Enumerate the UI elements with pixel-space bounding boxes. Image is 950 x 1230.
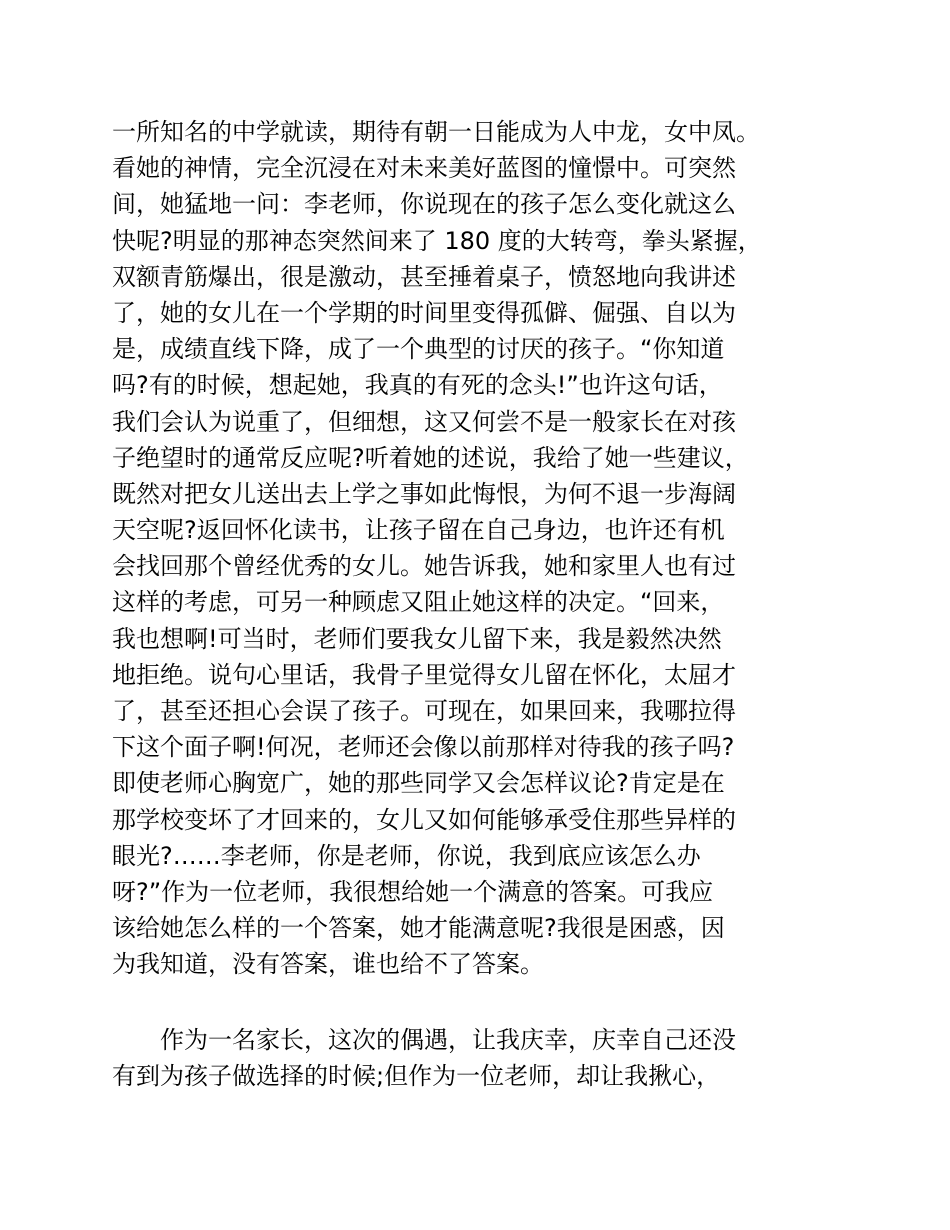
text-line: 下这个面子啊!何况，老师还会像以前那样对待我的孩子吗? [112,733,735,762]
text-line: 有到为孩子做选择的时候;但作为一位老师，却让我揪心， [112,1062,721,1091]
text-line: 间，她猛地一问：李老师，你说现在的孩子怎么变化就这么 [112,190,736,219]
text-line: 会找回那个曾经优秀的女儿。她告诉我，她和家里人也有过 [112,552,736,581]
text-line: 看她的神情，完全沉浸在对未来美好蓝图的憧憬中。可突然 [112,154,736,183]
text-line: 是，成绩直线下降，成了一个典型的讨厌的孩子。“你知道 [112,335,725,364]
text-line: 地拒绝。说句心里话，我骨子里觉得女儿留在怀化，太屈才 [112,660,736,689]
text-line: 了，她的女儿在一个学期的时间里变得孤僻、倔强、自以为 [112,298,736,327]
text-line: 我们会认为说重了，但细想，这又何尝不是一般家长在对孩 [112,407,736,436]
text-line: 吗?有的时候，想起她，我真的有死的念头!”也许这句话， [112,371,723,400]
text-line: 为我知道，没有答案，谁也给不了答案。 [112,950,544,979]
text-line: 那学校变坏了才回来的，女儿又如何能够承受住那些异样的 [112,805,736,834]
text-line: 快呢?明显的那神态突然间来了 180 度的大转弯，拳头紧握， [112,226,762,255]
text-line: 我也想啊!可当时，老师们要我女儿留下来，我是毅然决然 [112,624,722,653]
text-line: 既然对把女儿送出去上学之事如此悔恨，为何不退一步海阔 [112,479,736,508]
text-line: 即使老师心胸宽广，她的那些同学又会怎样议论?肯定是在 [112,769,725,798]
body-paragraph [112,1022,872,1094]
text-line: 眼光?……李老师，你是老师，你说，我到底应该怎么办 [112,841,701,870]
text-line: 一所知名的中学就读，期待有朝一日能成为人中龙，女中凤。 [112,118,760,146]
text-line: 天空呢?返回怀化读书，让孩子留在自己身边，也许还有机 [112,516,725,545]
text-line: 双额青筋爆出，很是激动，甚至捶着桌子，愤怒地向我讲述 [112,262,736,291]
text-line: 呀?”作为一位老师，我很想给她一个满意的答案。可我应 [112,877,714,906]
body-paragraph [112,114,872,983]
text-line: 了，甚至还担心会误了孩子。可现在，如果回来，我哪拉得 [112,697,736,725]
text-line: 子绝望时的通常反应呢?听着她的述说，我给了她一些建议， [112,443,749,472]
text-line: 作为一名家长，这次的偶遇，让我庆幸，庆幸自己还没 [112,1026,736,1054]
text-line: 该给她怎么样的一个答案，她才能满意呢?我很是困惑，因 [112,914,725,943]
text-line: 这样的考虑，可另一种顾虑又阻止她这样的决定。“回来， [112,588,725,617]
